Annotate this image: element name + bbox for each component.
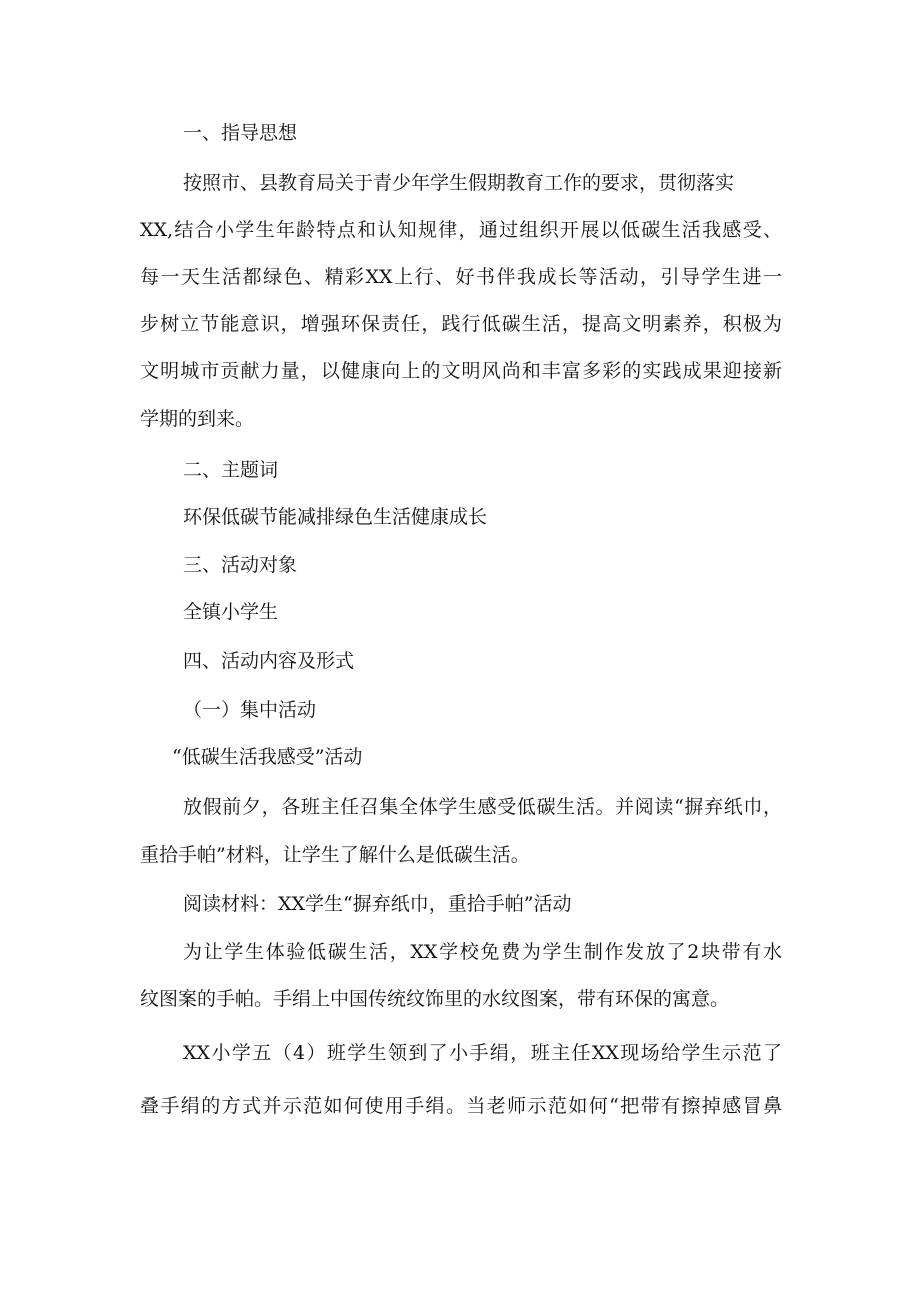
section-3-heading: 三、活动对象 [183,554,298,576]
section-1-line-6: 学期的到来。 [140,408,255,430]
section-2-heading: 二、主题词 [183,459,279,481]
class-paragraph-line-2: 叠手绢的方式并示范如何使用手绢。当老师示范如何“把带有擦掉感冒鼻 [140,1095,782,1117]
reading-paragraph-line-1: 为让学生体验低碳生活，XX学校免费为学生制作发放了2块带有水 [183,941,782,963]
section-1-line-4: 步树立节能意识，增强环保责任，践行低碳生活，提高文明素养，积极为 [140,313,782,335]
section-1-heading: 一、指导思想 [183,122,298,144]
activity-title: “低碳生活我感受”活动 [172,746,363,768]
section-1-line-1: 按照市、县教育局关于青少年学生假期教育工作的要求，贯彻落实 [183,172,735,194]
section-4-subheading: （一）集中活动 [183,699,317,721]
reading-paragraph-line-2: 纹图案的手帕。手绢上中国传统纹饰里的水纹图案，带有环保的寓意。 [140,988,730,1010]
activity-paragraph-line-1: 放假前夕，各班主任召集全体学生感受低碳生活。并阅读“摒弃纸巾， [183,796,782,818]
section-1-line-3: 每一天生活都绿色、精彩XX上行、好书伴我成长等活动，引导学生进一 [140,266,782,288]
section-2-body: 环保低碳节能减排绿色生活健康成长 [183,506,488,528]
reading-material-title: 阅读材料：XX学生“摒弃纸巾，重拾手帕”活动 [183,893,572,915]
activity-paragraph-line-2: 重拾手帕”材料，让学生了解什么是低碳生活。 [140,844,530,866]
section-4-heading: 四、活动内容及形式 [183,650,355,672]
section-3-body: 全镇小学生 [183,601,279,623]
section-1-line-2: XX,结合小学生年龄特点和认知规律，通过组织开展以低碳生活我感受、 [140,219,782,241]
section-1-line-5: 文明城市贡献力量，以健康向上的文明风尚和丰富多彩的实践成果迎接新 [140,360,782,382]
class-paragraph-line-1: XX小学五（4）班学生领到了小手绢，班主任XX现场给学生示范了 [183,1042,782,1064]
